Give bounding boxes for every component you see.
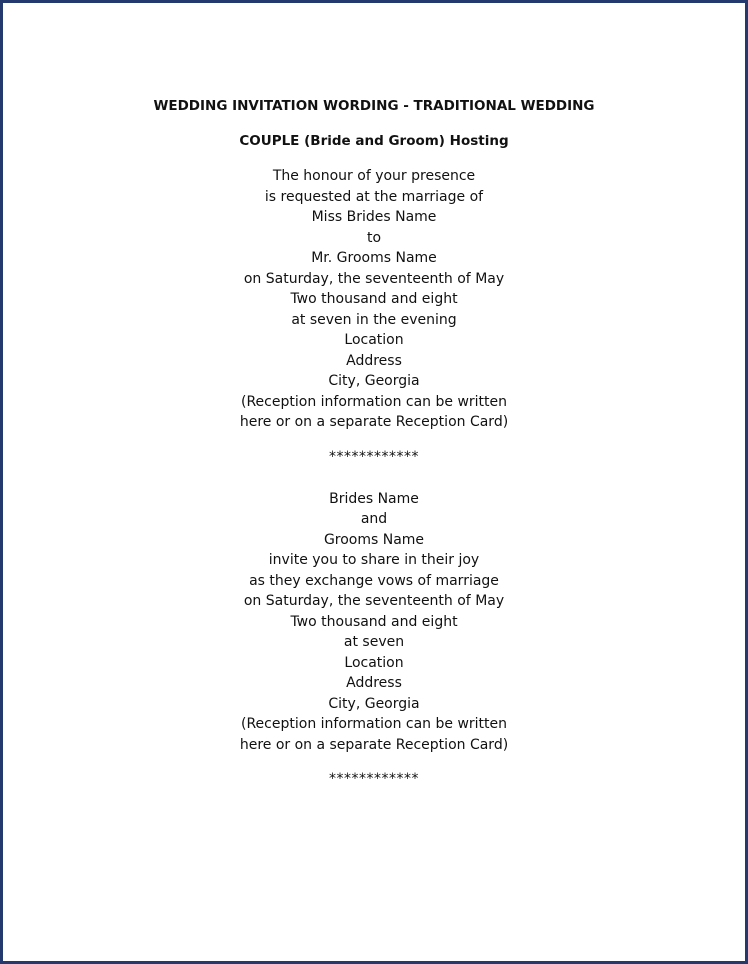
invitation-1-line: Address bbox=[346, 352, 402, 369]
separator-2: ************ bbox=[329, 771, 419, 787]
invitation-1-line: Mr. Grooms Name bbox=[311, 250, 437, 266]
document-subtitle: COUPLE (Bride and Groom) Hosting bbox=[239, 133, 509, 149]
invitation-2-line: Brides Name bbox=[329, 490, 419, 507]
invitation-2-line: (Reception information can be written bbox=[241, 716, 507, 732]
invitation-1-line: to bbox=[366, 229, 382, 246]
invitation-2-line: Two thousand and eight bbox=[290, 613, 458, 630]
document-page bbox=[3, 3, 745, 961]
document-content bbox=[3, 96, 745, 789]
invitation-2-line: Grooms Name bbox=[323, 531, 425, 548]
invitation-block-2 bbox=[3, 489, 745, 756]
invitation-2-line: as they exchange vows of marriage bbox=[249, 572, 499, 589]
invitation-2-line: City, Georgia bbox=[328, 695, 420, 712]
invitation-2-line: Address bbox=[346, 675, 402, 691]
separator-1: ************ bbox=[329, 448, 419, 465]
invitation-1-line: on Saturday, the seventeenth of May bbox=[243, 270, 505, 287]
invitation-1-line: is requested at the marriage of bbox=[264, 188, 484, 205]
invitation-1-line: at seven in the evening bbox=[291, 311, 457, 328]
invitation-2-line: and bbox=[360, 511, 388, 527]
invitation-block-1 bbox=[3, 166, 745, 433]
invitation-2-line: here or on a separate Reception Card) bbox=[239, 736, 509, 753]
invitation-1-line: Two thousand and eight bbox=[290, 291, 458, 307]
invitation-2-line: Location bbox=[344, 654, 404, 671]
invitation-2-line: at seven bbox=[343, 634, 405, 650]
invitation-1-line: (Reception information can be written bbox=[241, 393, 507, 410]
invitation-1-line: Location bbox=[344, 332, 404, 348]
invitation-1-line: City, Georgia bbox=[328, 373, 420, 389]
invitation-1-line: here or on a separate Reception Card) bbox=[239, 414, 509, 430]
invitation-2-line: on Saturday, the seventeenth of May bbox=[243, 593, 505, 609]
document-title: WEDDING INVITATION WORDING - TRADITIONAL WEDDING bbox=[153, 98, 595, 114]
invitation-1-line: Miss Brides Name bbox=[311, 209, 437, 225]
invitation-2-line: invite you to share in their joy bbox=[268, 552, 480, 568]
invitation-1-line: The honour of your presence bbox=[272, 168, 476, 184]
